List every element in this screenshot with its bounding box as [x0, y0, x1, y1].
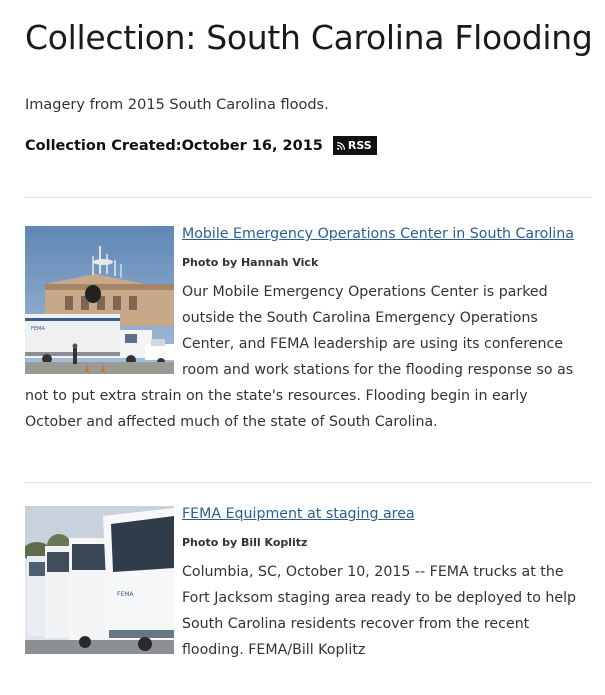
item-photo[interactable] — [25, 226, 174, 374]
divider — [25, 197, 592, 198]
item-description: Our Mobile Emergency Operations Center is parked outside the South Carolina Emergency Operations Center, and FEMA leadership are using its conference room and work stations for the flooding response so as not to put extra strain on the state's resources. Flooding begin in early October and affected much of the state of South Carolina. — [25, 284, 574, 430]
created-date: October 16, 2015 — [181, 137, 323, 154]
page-title: Collection: South Carolina Flooding — [25, 18, 593, 57]
item-byline: Photo by Hannah Vick — [182, 256, 319, 269]
collection-description: Imagery from 2015 South Carolina floods. — [25, 97, 329, 113]
divider — [25, 482, 592, 483]
item-photo[interactable] — [25, 506, 174, 654]
item-byline: Photo by Bill Koplitz — [182, 536, 308, 549]
created-label: Collection Created: — [25, 137, 182, 154]
collection-created — [25, 136, 377, 155]
item-title-link[interactable]: FEMA Equipment at staging area — [182, 506, 415, 522]
rss-label: RSS — [347, 139, 372, 152]
item-description: Columbia, SC, October 10, 2015 -- FEMA trucks at the Fort Jacksom staging area ready to be deployed to help South Carolina residents recover from the recent flooding. FEMA/Bill Koplitz — [182, 564, 577, 658]
image-label: FEMA — [31, 326, 45, 332]
item-title-link[interactable]: Mobile Emergency Operations Center in South Carolina — [182, 226, 574, 242]
collection-item — [25, 226, 585, 435]
image-label: FEMA — [117, 591, 134, 598]
collection-item — [25, 506, 585, 663]
rss-icon — [337, 142, 345, 150]
rss-button[interactable] — [333, 136, 377, 155]
